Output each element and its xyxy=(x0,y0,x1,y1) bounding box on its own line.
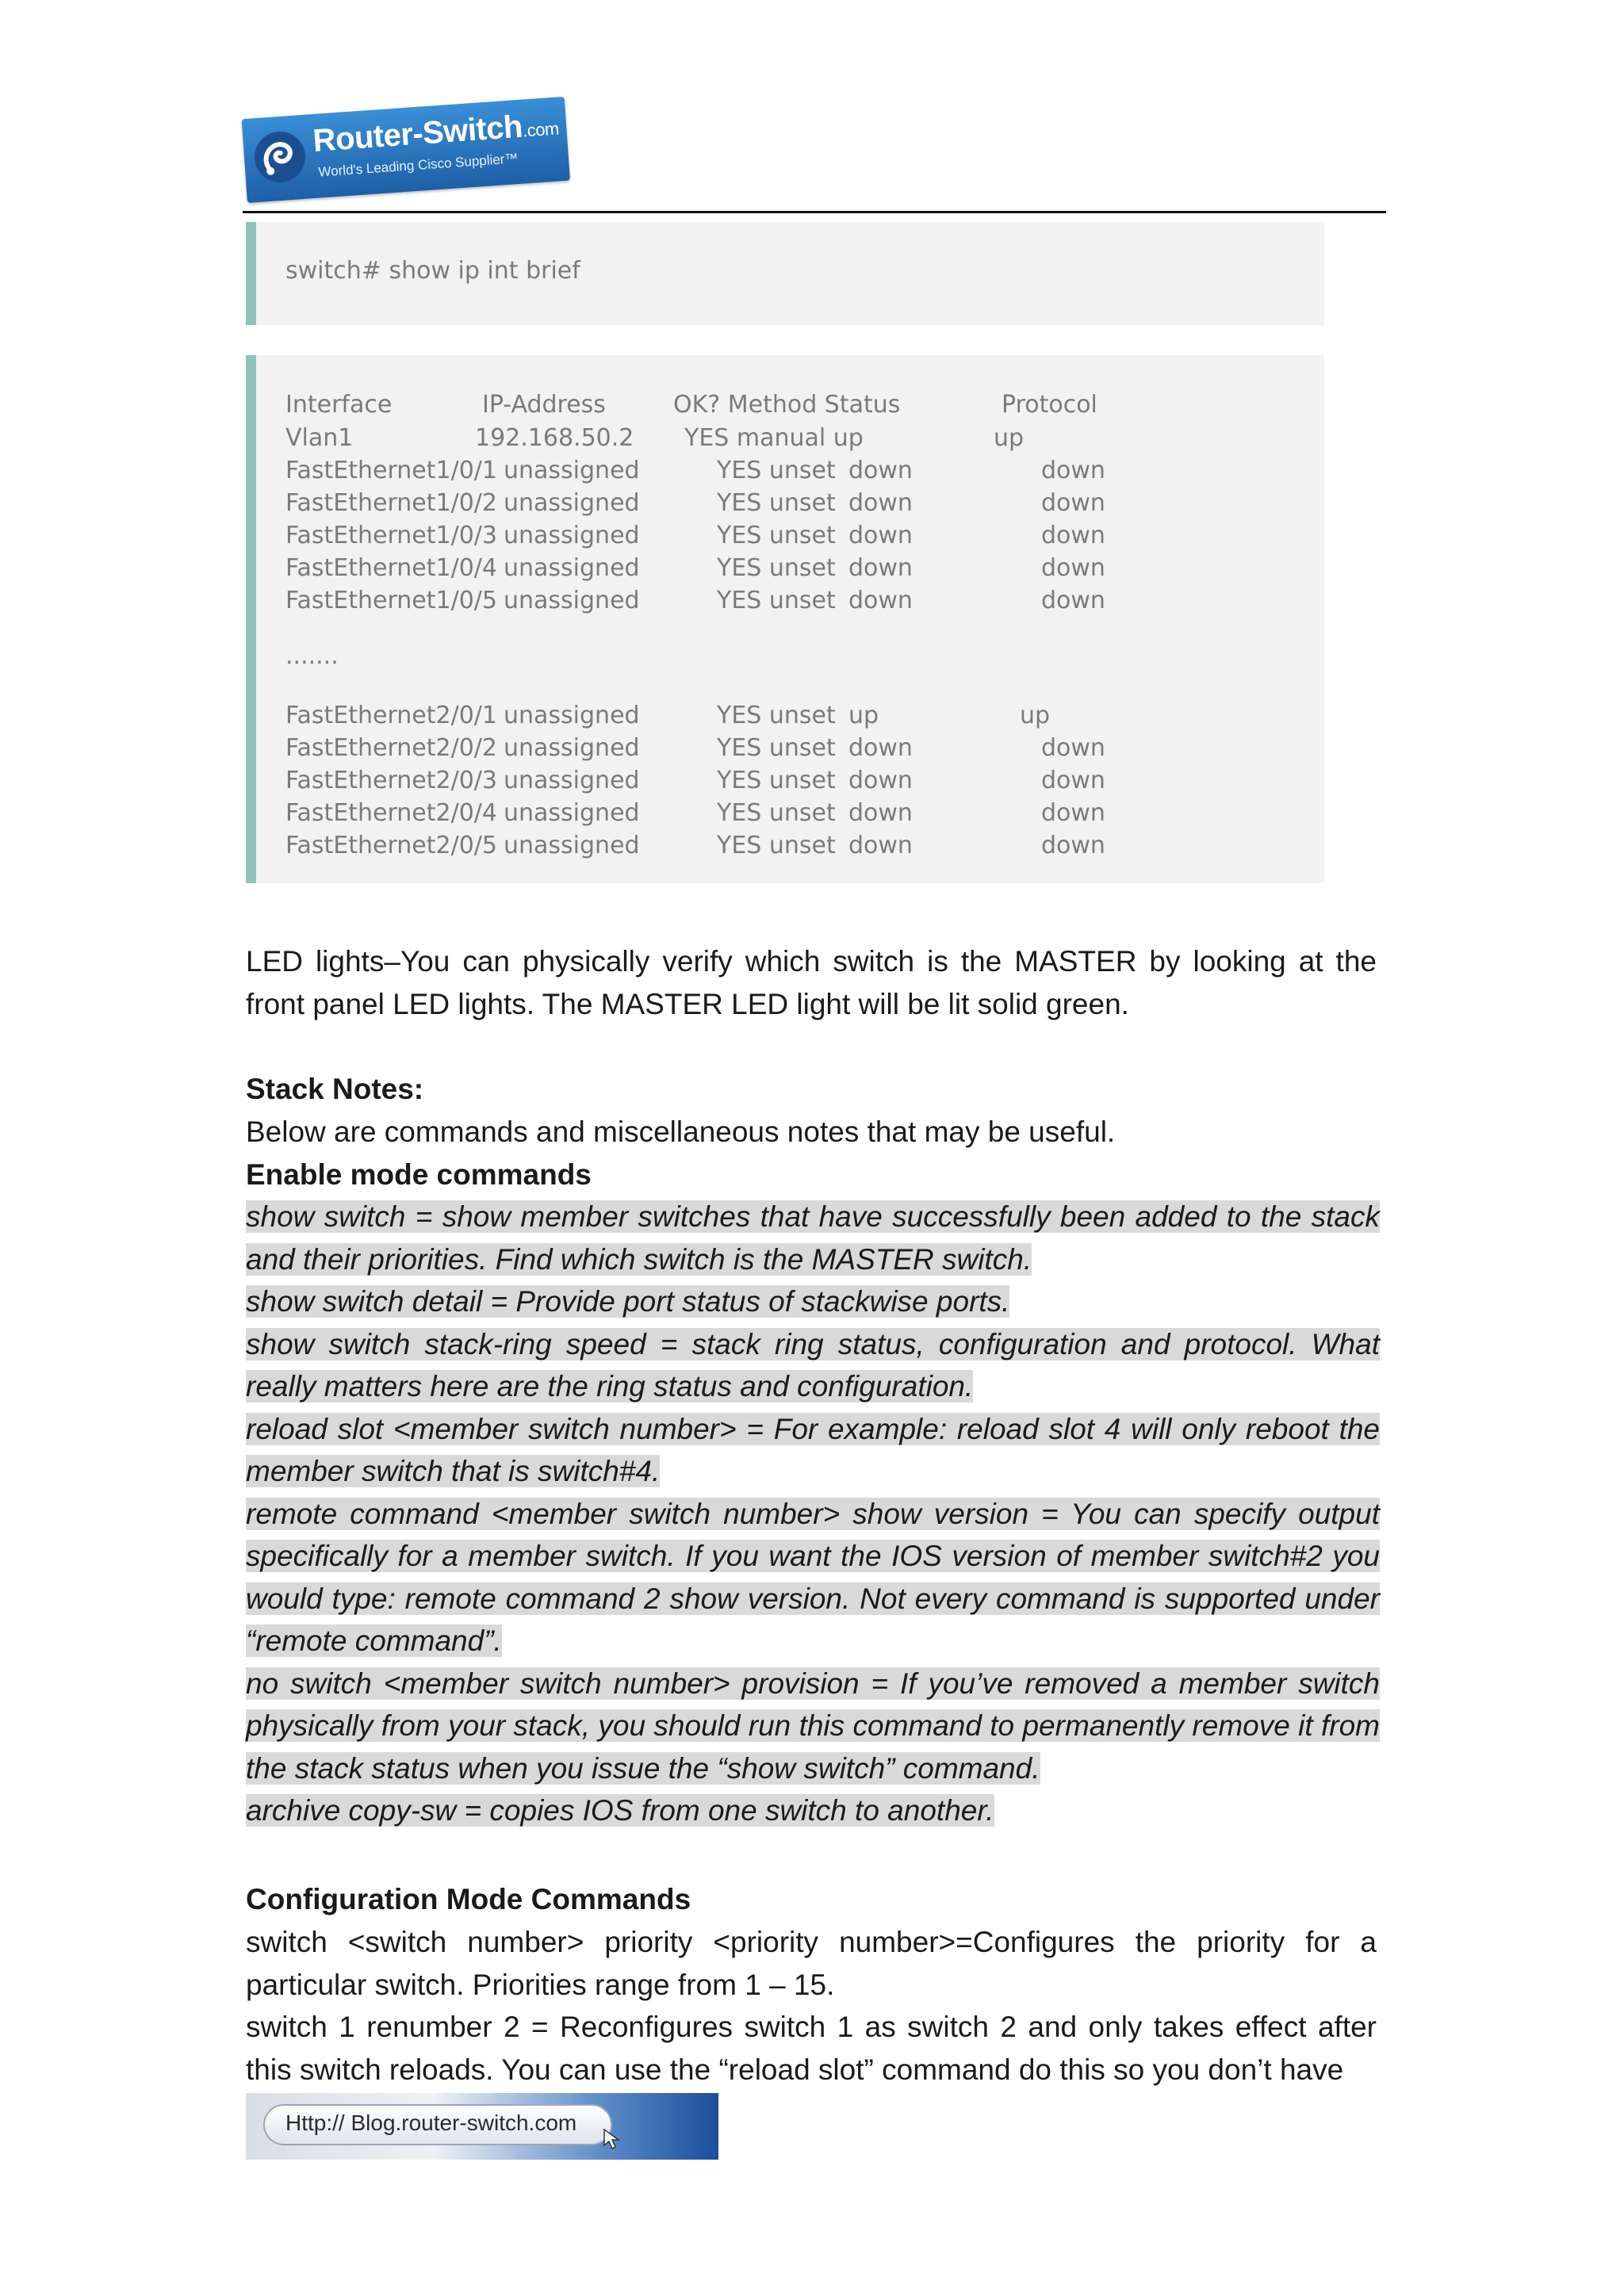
cell-interface: FastEthernet2/0/3 xyxy=(285,767,497,794)
cell-method: YES unset xyxy=(717,799,836,827)
list-item: remote command <member switch number> show version = You can specify output specifically for a member switch. If you want the IOS version of member switch#2 you would type: remote command 2 show version. Not every command is supported under “remote command”. xyxy=(246,1497,1380,1657)
header-divider xyxy=(243,211,1386,213)
list-item: show switch detail = Provide port status of stackwise ports. xyxy=(246,1285,1010,1318)
cell-interface: FastEthernet1/0/5 xyxy=(285,587,497,614)
cell-protocol: up xyxy=(1020,702,1051,729)
blog-footer-banner xyxy=(246,2093,718,2160)
cell-protocol: down xyxy=(1041,554,1105,582)
logo-title: Router-Switch.com xyxy=(312,109,560,159)
cell-ip: unassigned xyxy=(504,767,640,794)
cell-interface: FastEthernet1/0/1 xyxy=(285,457,497,484)
blog-url: Http:// Blog.router-switch.com xyxy=(285,2110,577,2135)
cell-status: down xyxy=(848,457,913,484)
cell-ip: unassigned xyxy=(504,799,640,827)
cell-ip: 192.168.50.2 xyxy=(475,424,634,452)
list-item: reload slot <member switch number> = For example: reload slot 4 will only reboot the member switch that is switch#4. xyxy=(246,1412,1380,1487)
router-switch-logo xyxy=(242,97,570,203)
ellipsis-separator: ....... xyxy=(285,642,339,670)
header-protocol: Protocol xyxy=(1002,391,1097,419)
cell-interface: Vlan1 xyxy=(285,424,354,452)
enable-commands-list xyxy=(246,1196,1380,1832)
logo-tagline: World's Leading Cisco Supplier™ xyxy=(317,151,519,180)
cell-interface: FastEthernet2/0/2 xyxy=(285,734,497,762)
cell-status: down xyxy=(848,522,913,549)
cell-status: down xyxy=(848,767,913,794)
cell-method: YES unset xyxy=(717,832,836,859)
cell-protocol: up xyxy=(994,424,1025,452)
cell-protocol: down xyxy=(1041,734,1105,762)
cell-ip: unassigned xyxy=(504,587,640,614)
cell-protocol: down xyxy=(1041,522,1105,549)
cell-status: up xyxy=(848,702,879,729)
cell-ip: unassigned xyxy=(504,832,640,859)
command-panel xyxy=(246,222,1324,325)
header-interface: Interface xyxy=(285,391,393,419)
cell-ip: unassigned xyxy=(504,702,640,729)
cell-status: down xyxy=(848,734,913,762)
logo-swirl-icon xyxy=(251,128,310,187)
list-item: archive copy-sw = copies IOS from one switch to another. xyxy=(246,1794,994,1827)
cell-protocol: down xyxy=(1041,832,1105,859)
cell-status: down xyxy=(848,587,913,614)
cell-interface: FastEthernet2/0/4 xyxy=(285,799,497,827)
cell-protocol: down xyxy=(1041,767,1105,794)
header-ip-address: IP-Address xyxy=(482,391,606,419)
cell-ip: unassigned xyxy=(504,734,640,762)
cell-status: down xyxy=(848,489,913,517)
cell-method: YES unset xyxy=(717,702,836,729)
cell-status: down xyxy=(848,554,913,582)
stack-notes-intro: Below are commands and miscellaneous notes that may be useful. xyxy=(246,1115,1116,1148)
cell-ip: unassigned xyxy=(504,489,640,517)
interface-output-panel xyxy=(246,355,1324,883)
cell-status: down xyxy=(848,832,913,859)
command-text: switch# show ip int brief xyxy=(285,257,580,285)
cell-method: YES unset xyxy=(717,554,836,582)
cell-protocol: down xyxy=(1041,489,1105,517)
cell-method: YES unset xyxy=(717,767,836,794)
cell-protocol: down xyxy=(1041,457,1105,484)
cell-interface: FastEthernet1/0/4 xyxy=(285,554,497,582)
cell-interface: FastEthernet2/0/5 xyxy=(285,832,497,859)
cell-method-status: YES manual up xyxy=(684,424,864,452)
enable-mode-heading: Enable mode commands xyxy=(246,1158,592,1191)
stack-notes-heading: Stack Notes: xyxy=(246,1073,424,1105)
cell-ip: unassigned xyxy=(504,554,640,582)
list-item: show switch = show member switches that have successfully been added to the stack and their priorities. Find which switch is the MASTER switch. xyxy=(246,1200,1380,1276)
cell-ip: unassigned xyxy=(504,457,640,484)
configuration-mode-heading: Configuration Mode Commands xyxy=(246,1883,691,1915)
cell-protocol: down xyxy=(1041,587,1105,614)
cell-method: YES unset xyxy=(717,587,836,614)
cursor-arrow-icon xyxy=(601,2128,623,2150)
cell-method: YES unset xyxy=(717,489,836,517)
header-ok-method-status: OK? Method Status xyxy=(673,391,901,419)
renumber-paragraph: switch 1 renumber 2 = Reconfigures switch 1 as switch 2 and only takes effect after this switch reloads. You can use the “reload slot” command do this so you don’t have xyxy=(246,2011,1377,2086)
cell-method: YES unset xyxy=(717,734,836,762)
cell-protocol: down xyxy=(1041,799,1105,827)
cell-method: YES unset xyxy=(717,457,836,484)
priority-paragraph: switch <switch number> priority <priority number>=Configures the priority for a particular switch. Priorities range from 1 – 15. xyxy=(246,1926,1377,2001)
cell-method: YES unset xyxy=(717,522,836,549)
cell-status: down xyxy=(848,799,913,827)
led-lights-paragraph: LED lights–You can physically verify which switch is the MASTER by looking at the front panel LED lights. The MASTER LED light will be lit solid green. xyxy=(246,945,1377,1020)
cell-interface: FastEthernet1/0/3 xyxy=(285,522,497,549)
list-item: no switch <member switch number> provision = If you’ve removed a member switch physically from your stack, you should run this command to permanently remove it from the stack status when you issue the “show switch” command. xyxy=(246,1667,1380,1785)
list-item: show switch stack-ring speed = stack ring status, configuration and protocol. What really matters here are the ring status and configuration. xyxy=(246,1327,1380,1402)
cell-ip: unassigned xyxy=(504,522,640,549)
cell-interface: FastEthernet1/0/2 xyxy=(285,489,497,517)
cell-interface: FastEthernet2/0/1 xyxy=(285,702,497,729)
